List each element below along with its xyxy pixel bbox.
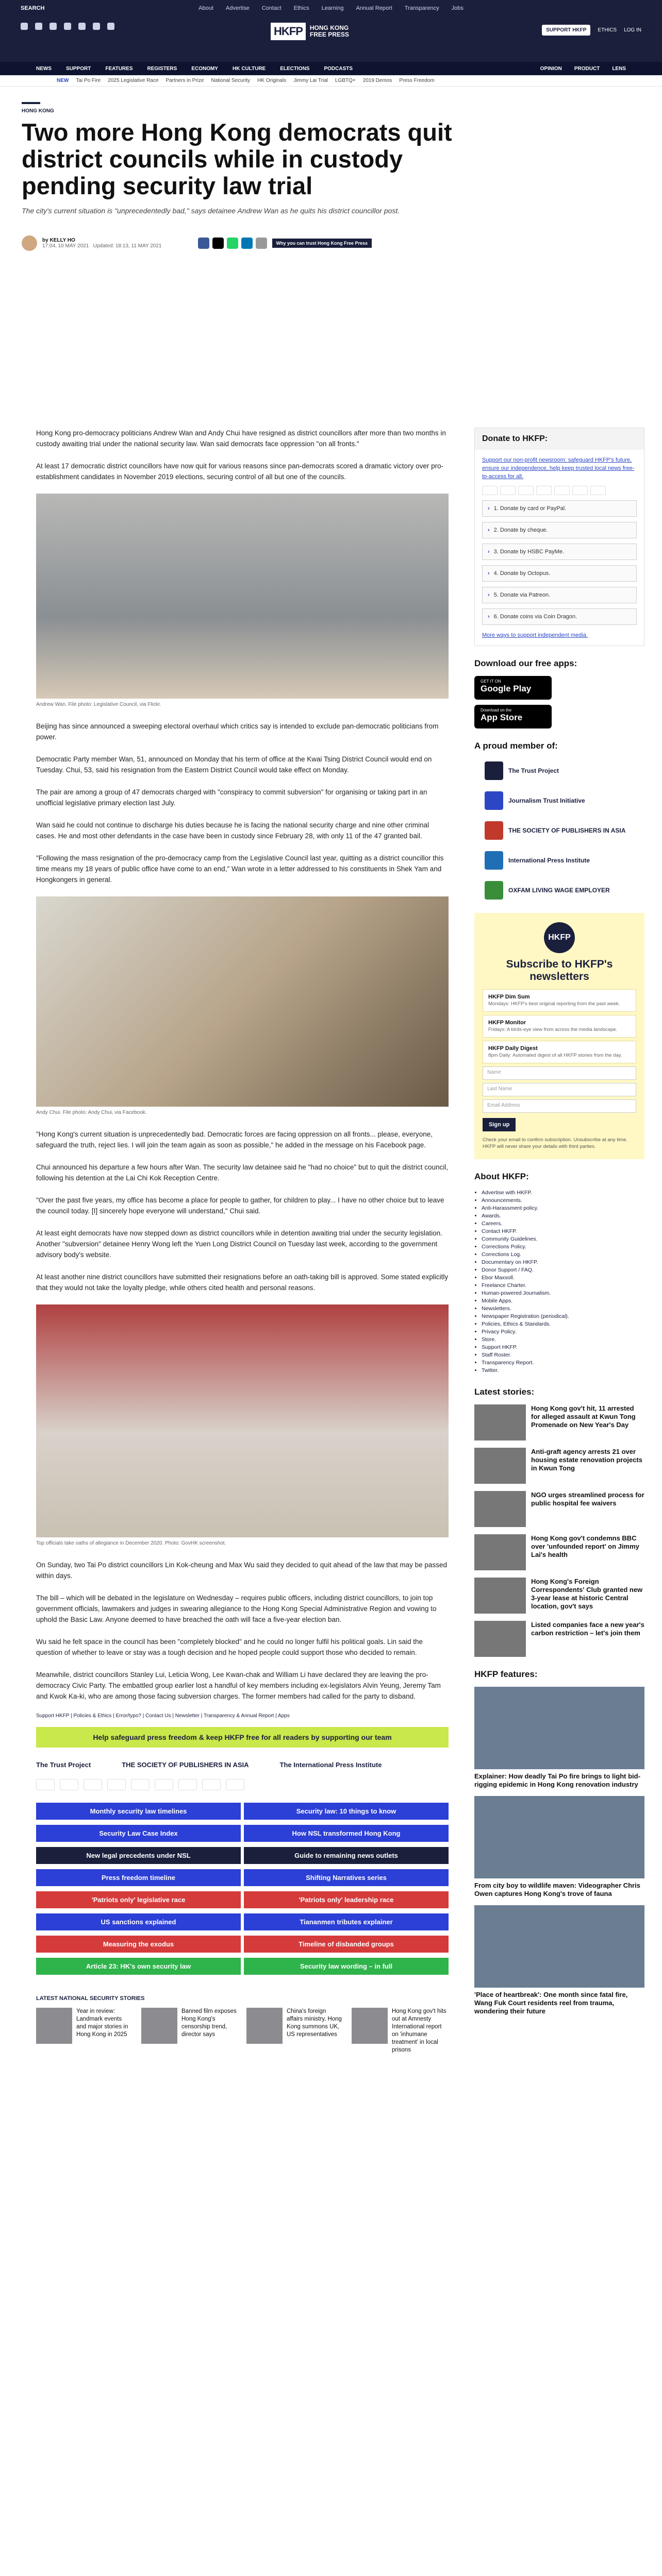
google-play-button[interactable] xyxy=(474,676,552,700)
feature-thumbnail xyxy=(474,1687,644,1769)
feature-title[interactable]: 'Place of heartbreak': One month since fatal fire, Wang Fuk Court residents reel from trauma, wondering their future xyxy=(474,1991,628,2015)
section-tag[interactable]: HONG KONG xyxy=(22,108,54,114)
nav-elections[interactable]: ELECTIONS xyxy=(280,65,310,72)
share-linkedin-icon[interactable] xyxy=(241,238,253,249)
email-field[interactable]: Email Address xyxy=(483,1099,636,1113)
octopus-icon xyxy=(572,486,588,495)
nav-product[interactable]: PRODUCT xyxy=(574,65,600,72)
octopus-icon xyxy=(155,1779,173,1790)
guide-link-button[interactable]: New legal precedents under NSL xyxy=(36,1847,241,1864)
share-buttons xyxy=(198,238,267,249)
article-paragraph: The pair are among a group of 47 democrats charged with "conspiracy to commit subversion" for organising or taking part in an unofficial legislative primary election last July. xyxy=(36,788,427,807)
member-sopa[interactable] xyxy=(474,818,644,843)
about-link[interactable]: • Transparency Report. xyxy=(482,1359,644,1367)
newsletter-option-digest[interactable] xyxy=(483,1041,636,1063)
chevron-right-icon: › xyxy=(488,527,490,533)
app-store-label: App Store xyxy=(481,713,523,722)
publish-date: 17:04, 10 MAY 2021 xyxy=(42,243,89,249)
article-header xyxy=(22,102,640,251)
visa-icon xyxy=(500,486,516,495)
latest-story-item[interactable] xyxy=(474,1621,644,1657)
story-thumbnail xyxy=(474,1448,526,1484)
chevron-right-icon: › xyxy=(488,570,490,577)
newsletter-heading: Subscribe to HKFP's newsletters xyxy=(506,958,613,982)
guide-link-button[interactable]: Security law: 10 things to know xyxy=(244,1803,449,1820)
partner-trust-project[interactable]: The Trust Project xyxy=(36,1761,91,1769)
signup-button[interactable]: Sign up xyxy=(483,1118,516,1131)
rss-icon[interactable] xyxy=(107,23,114,30)
article-paragraph: "Hong Kong's current situation is unprecedentedly bad. Democratic forces are facing oppression on all fronts... please, everyone, safeguard the truth, reject lies. I will join the team again as soon as possible," he added in the message on his Facebook page. xyxy=(36,1130,433,1149)
google-play-label: Google Play xyxy=(481,684,532,693)
member-name: International Press Institute xyxy=(508,857,590,864)
features-heading: HKFP features: xyxy=(474,1669,538,1679)
latest-story-item[interactable] xyxy=(474,1448,644,1484)
about-link[interactable]: • Anti-Harassment policy. xyxy=(482,1205,644,1212)
oxfam-logo xyxy=(485,881,503,900)
mastercard-icon xyxy=(36,1779,55,1790)
donate-method-card[interactable] xyxy=(482,500,637,517)
utility-link-learning[interactable]: Learning xyxy=(321,5,344,11)
utility-bar xyxy=(0,5,662,18)
app-store-button[interactable] xyxy=(474,705,552,728)
newsletter-option-dimsum[interactable] xyxy=(483,989,636,1012)
nav-support[interactable]: SUPPORT xyxy=(66,65,91,72)
byline-row xyxy=(22,235,640,251)
member-ipi[interactable] xyxy=(474,848,644,873)
guide-link-button[interactable]: Guide to remaining news outlets xyxy=(244,1847,449,1864)
guide-link-button[interactable]: Article 23: HK's own security law xyxy=(36,1958,241,1975)
site-header xyxy=(0,0,662,62)
article-paragraph: Hong Kong pro-democracy politicians Andrew Wan and Andy Chui have resigned as district councillors after more than two months in custody awaiting trial under the national security law. Wan said democrats face oppression "on all fronts." xyxy=(36,429,446,448)
latest-nsl-row xyxy=(36,2008,449,2054)
paypal-icon xyxy=(107,1779,126,1790)
article-paragraph: On Sunday, two Tai Po district councillors Lin Kok-cheung and Max Wu said they decided to quit ahead of the law that may be passed within days. xyxy=(36,1561,447,1580)
chevron-right-icon: › xyxy=(488,592,490,598)
photo-caption: Andrew Wan. File photo: Legislative Council, via Flickr. xyxy=(36,702,161,707)
about-link[interactable]: • Privacy Policy. xyxy=(482,1328,644,1336)
utility-link-advertise[interactable]: Advertise xyxy=(225,5,250,11)
about-link[interactable]: • Policies, Ethics & Standards. xyxy=(482,1320,644,1328)
about-link[interactable]: • Awards. xyxy=(482,1212,644,1220)
latest-story-item[interactable] xyxy=(474,1491,644,1527)
story-title[interactable]: Year in review: Landmark events and major stories in Hong Kong in 2025 xyxy=(76,2008,128,2038)
members-heading: A proud member of: xyxy=(474,741,558,751)
donate-method-label: 3. Donate by HSBC PayMe. xyxy=(493,549,565,555)
oath-ceremony-photo xyxy=(36,1304,449,1537)
donate-method-coins[interactable] xyxy=(482,608,637,625)
about-links xyxy=(474,1189,644,1375)
newsletter-widget xyxy=(474,913,644,1159)
about-link[interactable]: • Careers. xyxy=(482,1220,644,1228)
member-oxfam[interactable] xyxy=(474,878,644,903)
chevron-right-icon: › xyxy=(488,505,490,512)
figure-oath-ceremony xyxy=(36,1304,449,1546)
feature-title[interactable]: From city boy to wildlife maven: Videographer Chris Owen captures Hong Kong's trove of fauna xyxy=(474,1882,640,1897)
article-paragraph: Wan said he could not continue to discharge his duties because he is facing the national security charge and nine other criminal cases. He and most other defendants in the case have been in custody since February 28, with only 11 of the 47 granted bail. xyxy=(36,821,429,840)
donate-payment-icons xyxy=(482,486,637,495)
donate-intro-link[interactable]: Support our non-profit newsroom: safeguard HKFP's future, ensure our independence, help keep trusted local news free-to-access for all. xyxy=(482,457,635,480)
nav-features[interactable]: FEATURES xyxy=(105,65,133,72)
article-paragraph: At least another nine district councillors have submitted their resignations before an oath-taking bill is approved. Some stated explicitly that they would not take the loyalty pledge, while others cited health and personal reasons. xyxy=(36,1273,449,1292)
latest-heading: Latest stories: xyxy=(474,1387,535,1397)
feature-title[interactable]: Explainer: How deadly Tai Po fire brings to light bid-rigging epidemic in Hong Kong renovation industry xyxy=(474,1772,640,1788)
ticker-item[interactable]: 2025 Legislative Race xyxy=(108,78,159,83)
features-list xyxy=(474,1687,644,2015)
about-link[interactable]: • Corrections Policy. xyxy=(482,1243,644,1251)
email-icon[interactable] xyxy=(93,23,100,30)
ethics-link[interactable]: ETHICS xyxy=(598,27,617,33)
article-body xyxy=(36,428,449,2054)
about-link[interactable]: • Donor Support / FAQ. xyxy=(482,1266,644,1274)
about-link[interactable]: • Store. xyxy=(482,1336,644,1344)
figure-andrew-wan xyxy=(36,494,449,707)
share-x-icon[interactable] xyxy=(212,238,224,249)
donate-heading: Donate to HKFP: xyxy=(475,428,644,450)
utility-link-annual-report[interactable]: Annual Report xyxy=(356,5,392,11)
security-law-guides xyxy=(36,1803,449,1975)
about-link[interactable]: • Community Guidelines. xyxy=(482,1235,644,1243)
member-name: OXFAM LIVING WAGE EMPLOYER xyxy=(508,887,610,894)
about-link[interactable]: • Ebor Maxsoll. xyxy=(482,1274,644,1282)
article-standfirst: The city's current situation is "unprecedentedly bad," says detainee Andrew Wan as he quits his district councillor post. xyxy=(22,207,400,215)
article-paragraph: At least eight democrats have now stepped down as district councillors while in detention awaiting trial under the security legislation. Another "subversion" detainee Henry Wong left the Yuen Long District Council on Tuesday last week, according to the government advisory body's website. xyxy=(36,1229,442,1259)
article-paragraph: Wu said he felt space in the council has been "completely blocked" and he could no longer fulfil his political goals. Lin said the question of whether to leave or stay was a tough decision and he hoped people could support those who decided to remain. xyxy=(36,1638,423,1656)
guide-link-button[interactable]: Shifting Narratives series xyxy=(244,1869,449,1886)
article-paragraph: At least 17 democratic district councillors have now quit for various reasons since pan-democrats scored a dramatic victory over pro-establishment candidates in November 2019 elections, securing control of all but one of the councils. xyxy=(36,462,444,481)
chevron-right-icon: › xyxy=(488,614,490,620)
latest-story-item[interactable] xyxy=(474,1404,644,1440)
payment-methods xyxy=(36,1779,449,1790)
utility-link-jobs[interactable]: Jobs xyxy=(451,5,464,11)
newsletter-option-monitor[interactable] xyxy=(483,1015,636,1038)
andy-chui-photo xyxy=(36,896,449,1107)
ticker-item[interactable]: LGBTQ+ xyxy=(335,78,356,83)
figure-andy-chui xyxy=(36,896,449,1115)
latest-stories xyxy=(474,1404,644,1657)
facebook-icon[interactable] xyxy=(21,23,28,30)
newsletter-name: HKFP Dim Sum xyxy=(488,994,530,1000)
article-paragraph: Chui announced his departure a few hours after Wan. The security law detainee said he "had no choice" but to quit the district council, following his detention at the Lai Chi Kok Reception Centre. xyxy=(36,1163,449,1182)
utility-link-contact[interactable]: Contact xyxy=(261,5,282,11)
newsletter-desc: Mondays: HKFP's best original reporting from the past week. xyxy=(488,1001,620,1007)
byline-meta xyxy=(42,238,162,249)
feature-thumbnail xyxy=(474,1905,644,1988)
mastercard-icon xyxy=(482,486,498,495)
name-field[interactable]: Name xyxy=(483,1066,636,1080)
about-link[interactable]: • Corrections Log. xyxy=(482,1251,644,1259)
wechat-pay-icon xyxy=(226,1779,244,1790)
about-link[interactable]: • Documentary on HKFP. xyxy=(482,1259,644,1266)
newsletter-name: HKFP Daily Digest xyxy=(488,1045,538,1052)
patreon-icon xyxy=(178,1779,197,1790)
search-link[interactable]: SEARCH xyxy=(21,5,45,11)
nav-opinion[interactable]: OPINION xyxy=(540,65,562,72)
guide-link-button[interactable]: How NSL transformed Hong Kong xyxy=(244,1825,449,1842)
newsletter-desc: Fridays: A birds-eye view from across the media landscape. xyxy=(488,1027,618,1032)
latest-nsl-heading: LATEST NATIONAL SECURITY STORIES xyxy=(36,1995,145,2002)
about-link[interactable]: • Freelance Charter. xyxy=(482,1282,644,1290)
member-name: The Trust Project xyxy=(508,767,559,774)
about-link[interactable]: • Support HKFP. xyxy=(482,1344,644,1351)
guide-link-button[interactable]: Press freedom timeline xyxy=(36,1869,241,1886)
donate-method-label: 6. Donate coins via Coin Dragon. xyxy=(493,614,577,620)
nsl-story-card[interactable] xyxy=(36,2008,133,2054)
story-thumbnail xyxy=(474,1578,526,1614)
article-footer-links[interactable]: Support HKFP | Policies & Ethics | Error/typo? | Contact Us | Newsletter | Transparency & Annual Report | Apps xyxy=(36,1713,290,1719)
feature-item[interactable] xyxy=(474,1796,644,1898)
last-name-field[interactable]: Last Name xyxy=(483,1083,636,1096)
ticker-item[interactable]: Partners in Prize xyxy=(166,78,204,83)
story-title[interactable]: Banned film exposes Hong Kong's censorship trend, director says xyxy=(181,2008,237,2038)
twitter-icon[interactable] xyxy=(35,23,42,30)
story-thumbnail xyxy=(246,2008,283,2044)
about-heading: About HKFP: xyxy=(474,1172,529,1181)
patreon-icon xyxy=(590,486,606,495)
latest-story-item[interactable] xyxy=(474,1578,644,1614)
share-facebook-icon[interactable] xyxy=(198,238,209,249)
about-link[interactable]: • Newspaper Registration (periodical). xyxy=(482,1313,644,1320)
about-link[interactable]: • Staff Roster. xyxy=(482,1351,644,1359)
author-avatar xyxy=(22,235,37,251)
amex-icon xyxy=(84,1779,102,1790)
nav-lens[interactable]: LENS xyxy=(612,65,626,72)
sidebar xyxy=(474,428,644,2023)
guide-link-button[interactable]: 'Patriots only' legislative race xyxy=(36,1891,241,1908)
guide-link-button[interactable]: Measuring the exodus xyxy=(36,1936,241,1953)
donate-method-patreon[interactable] xyxy=(482,587,637,603)
telegram-icon[interactable] xyxy=(78,23,86,30)
guide-link-button[interactable]: Monthly security law timelines xyxy=(36,1803,241,1820)
photo-caption: Andy Chui. File photo: Andy Chui, via Facebook. xyxy=(36,1110,147,1115)
photo-caption: Top officials take oaths of allegiance in December 2020. Photo: GovHK screenshot. xyxy=(36,1540,226,1546)
author-name[interactable]: by KELLY HO xyxy=(42,238,75,243)
member-jti[interactable] xyxy=(474,788,644,813)
hkfp-badge: HKFP xyxy=(544,922,575,953)
partner-logos xyxy=(36,1761,449,1769)
visa-icon xyxy=(60,1779,78,1790)
guide-link-button[interactable]: 'Patriots only' leadership race xyxy=(244,1891,449,1908)
amex-icon xyxy=(518,486,534,495)
about-link[interactable]: • Newsletters. xyxy=(482,1305,644,1313)
member-name: Journalism Trust Initiative xyxy=(508,797,585,804)
newsletter-name: HKFP Monitor xyxy=(488,1020,526,1026)
alipay-icon xyxy=(202,1779,221,1790)
utility-link-about[interactable]: About xyxy=(198,5,213,11)
donate-method-octopus[interactable] xyxy=(482,565,637,582)
nav-right xyxy=(540,66,662,72)
guide-link-button[interactable]: Tiananmen tributes explainer xyxy=(244,1913,449,1930)
brand-name: HONG KONG FREE PRESS xyxy=(309,24,349,38)
nav-registers[interactable]: REGISTERS xyxy=(147,65,177,72)
story-thumbnail xyxy=(474,1491,526,1527)
trust-project-logo xyxy=(485,761,503,780)
login-link[interactable]: LOG IN xyxy=(624,27,641,33)
topic-ticker xyxy=(0,75,662,87)
share-email-icon[interactable] xyxy=(256,238,267,249)
ticker-item[interactable]: Tai Po Fire xyxy=(76,78,101,83)
nav-hk-culture[interactable]: HK CULTURE xyxy=(232,65,266,72)
section-rule xyxy=(22,102,40,104)
main-nav xyxy=(0,62,662,75)
about-link[interactable]: • Announcements. xyxy=(482,1197,644,1205)
donate-method-label: 5. Donate via Patreon. xyxy=(493,592,551,598)
donate-body xyxy=(475,450,644,646)
instagram-icon[interactable] xyxy=(49,23,57,30)
guide-link-button[interactable]: Security Law Case Index xyxy=(36,1825,241,1842)
feature-thumbnail xyxy=(474,1796,644,1878)
story-title[interactable]: Listed companies face a new year's carbon restriction – let's join them xyxy=(531,1621,644,1637)
guide-link-button[interactable]: US sanctions explained xyxy=(36,1913,241,1930)
member-trust-project[interactable] xyxy=(474,758,644,783)
article-paragraph: The bill – which will be debated in the legislature on Wednesday – requires public officers, including district councillors, to join top government officials, lawmakers and judges in swearing allegiance to the Hong Kong Special Administrative Region and vowing to uphold the Basic Law. Anyone deemed to have breached the oath will face a five-year election ban. xyxy=(36,1594,437,1623)
story-thumbnail xyxy=(474,1404,526,1440)
nsl-story-card[interactable] xyxy=(352,2008,449,2054)
article-headline: Two more Hong Kong democrats quit district councils while in custody pending security law trial xyxy=(22,118,452,199)
apps-heading: Download our free apps: xyxy=(474,658,577,668)
utility-link-ethics[interactable]: Ethics xyxy=(293,5,309,11)
ticker-item[interactable]: 2019 Demos xyxy=(362,78,392,83)
andrew-wan-photo xyxy=(36,494,449,699)
story-thumbnail xyxy=(36,2008,72,2044)
nav-podcasts[interactable]: PODCASTS xyxy=(324,65,353,72)
donate-method-label: 2. Donate by cheque. xyxy=(493,527,548,533)
member-name: THE SOCIETY OF PUBLISHERS IN ASIA xyxy=(508,827,626,834)
subscribe-note: Check your email to confirm subscription. Unsubscribe at any time. HKFP will never share your details with third parties. xyxy=(483,1137,627,1149)
donate-method-cheque[interactable] xyxy=(482,522,637,538)
header-actions xyxy=(542,25,641,36)
story-title[interactable]: Hong Kong gov't condemns BBC over 'unfounded report' on Jimmy Lai's health xyxy=(531,1534,639,1558)
feature-item[interactable] xyxy=(474,1687,644,1789)
ticker-item[interactable]: Press Freedom xyxy=(399,78,435,83)
story-title[interactable]: Hong Kong gov't hit, 11 arrested for alleged assault at Kwun Tong Promenade on New Year's Day xyxy=(531,1404,636,1429)
story-thumbnail xyxy=(352,2008,388,2044)
nav-economy[interactable]: ECONOMY xyxy=(191,65,218,72)
story-title[interactable]: Anti-graft agency arrests 21 over housing estate renovation projects in Kwun Tong xyxy=(531,1448,642,1472)
about-link[interactable]: • Twitter. xyxy=(482,1367,644,1375)
newsletter-desc: 8pm Daily: Automated digest of all HKFP stories from the day. xyxy=(488,1053,622,1058)
feature-item[interactable] xyxy=(474,1905,644,2015)
story-title[interactable]: NGO urges streamlined process for public hospital fee waivers xyxy=(531,1491,644,1507)
story-thumbnail xyxy=(141,2008,177,2044)
story-title[interactable]: China's foreign affairs ministry, Hong Kong summons UK, US representatives xyxy=(287,2008,342,2038)
utility-link-transparency[interactable]: Transparency xyxy=(404,5,439,11)
donate-widget xyxy=(474,428,644,646)
app-store-caption: Download on the xyxy=(481,708,512,713)
donate-method-label: 1. Donate by card or PayPal. xyxy=(493,505,567,512)
payme-icon xyxy=(131,1779,150,1790)
support-banner[interactable]: Help safeguard press freedom & keep HKFP free for all readers by supporting our team xyxy=(36,1727,449,1748)
more-ways-link[interactable]: More ways to support independent media. xyxy=(482,632,588,638)
updated-date: Updated: 18:13, 11 MAY 2021 xyxy=(93,243,162,249)
latest-story-item[interactable] xyxy=(474,1534,644,1570)
ticker-item[interactable]: HK Originals xyxy=(257,78,287,83)
guide-link-button[interactable]: Security law wording – in full xyxy=(244,1958,449,1975)
story-thumbnail xyxy=(474,1534,526,1570)
payme-icon xyxy=(554,486,570,495)
paypal-icon xyxy=(536,486,552,495)
story-title[interactable]: Hong Kong gov't hits out at Amnesty International report on 'inhumane treatment' in local prisons xyxy=(392,2008,446,2053)
ipi-logo xyxy=(485,851,503,870)
google-play-caption: GET IT ON xyxy=(481,679,501,684)
partner-ipi[interactable]: The International Press Institute xyxy=(279,1761,382,1769)
article-paragraph: "Over the past five years, my office has become a place for people to gather, for children to play... I have no other choice but to leave the council today. [I] sincerely hope everyone will understand," Chui said. xyxy=(36,1196,444,1215)
donate-method-label: 4. Donate by Octopus. xyxy=(493,570,551,577)
nav-news[interactable]: NEWS xyxy=(36,65,52,72)
jti-logo xyxy=(485,791,503,810)
sopa-logo xyxy=(485,821,503,840)
partner-sopa[interactable]: THE SOCIETY OF PUBLISHERS IN ASIA xyxy=(122,1761,249,1769)
share-whatsapp-icon[interactable] xyxy=(227,238,238,249)
guide-link-button[interactable]: Timeline of disbanded groups xyxy=(244,1936,449,1953)
ticker-new-label: NEW xyxy=(57,78,69,83)
story-thumbnail xyxy=(474,1621,526,1657)
article-paragraph: Meanwhile, district councillors Stanley Lui, Leticia Wong, Lee Kwan-chak and William Li have declared they are leaving the pro-democracy Civic Party. The embattled group earlier lost a handful of key members including ex-legislators Alvin Yeung, Jeremy Tam and Kwok Ka-ki, who are among those facing subversion charges. The former members had called for the party to disband. xyxy=(36,1671,441,1700)
donate-method-payme[interactable] xyxy=(482,544,637,560)
article-paragraph: "Following the mass resignation of the pro-democracy camp from the Legislative Council last year, quitting as a district councillor this time means my 18 years of public office have come to an end," Wan wrote in a letter addressed to his constituents in Shek Yam and Hongkongers in general. xyxy=(36,854,444,884)
about-link[interactable]: • Human-powered Journalism. xyxy=(482,1290,644,1297)
why-trust-button[interactable]: Why you can trust Hong Kong Free Press xyxy=(272,239,372,248)
nsl-story-card[interactable] xyxy=(246,2008,343,2054)
about-link[interactable]: • Advertise with HKFP. xyxy=(482,1189,644,1197)
social-icons xyxy=(21,23,114,30)
ticker-item[interactable]: Jimmy Lai Trial xyxy=(293,78,328,83)
chevron-right-icon: › xyxy=(488,549,490,555)
brand-logo[interactable] xyxy=(271,23,359,40)
article-paragraph: Beijing has since announced a sweeping electoral overhaul which critics say is intended to exclude pan-democratic politicians from power. xyxy=(36,722,439,741)
story-title[interactable]: Hong Kong's Foreign Correspondents' Club granted new 3-year lease at historic Central location, gov't says xyxy=(531,1578,643,1610)
support-hkfp-button[interactable]: SUPPORT HKFP xyxy=(542,25,590,36)
about-link[interactable]: • Mobile Apps. xyxy=(482,1297,644,1305)
nsl-story-card[interactable] xyxy=(141,2008,238,2054)
article-paragraph: Democratic Party member Wan, 51, announced on Monday that his term of office at the Kwai Tsing District Council would end on Tuesday. Chui, 53, said his resignation from the Eastern District Council would take effect on Monday. xyxy=(36,755,432,774)
youtube-icon[interactable] xyxy=(64,23,71,30)
latest-nsl-stories xyxy=(36,1995,449,2054)
ticker-item[interactable]: National Security xyxy=(211,78,251,83)
hkfp-logo: HKFP xyxy=(271,23,306,40)
about-link[interactable]: • Contact HKFP. xyxy=(482,1228,644,1235)
